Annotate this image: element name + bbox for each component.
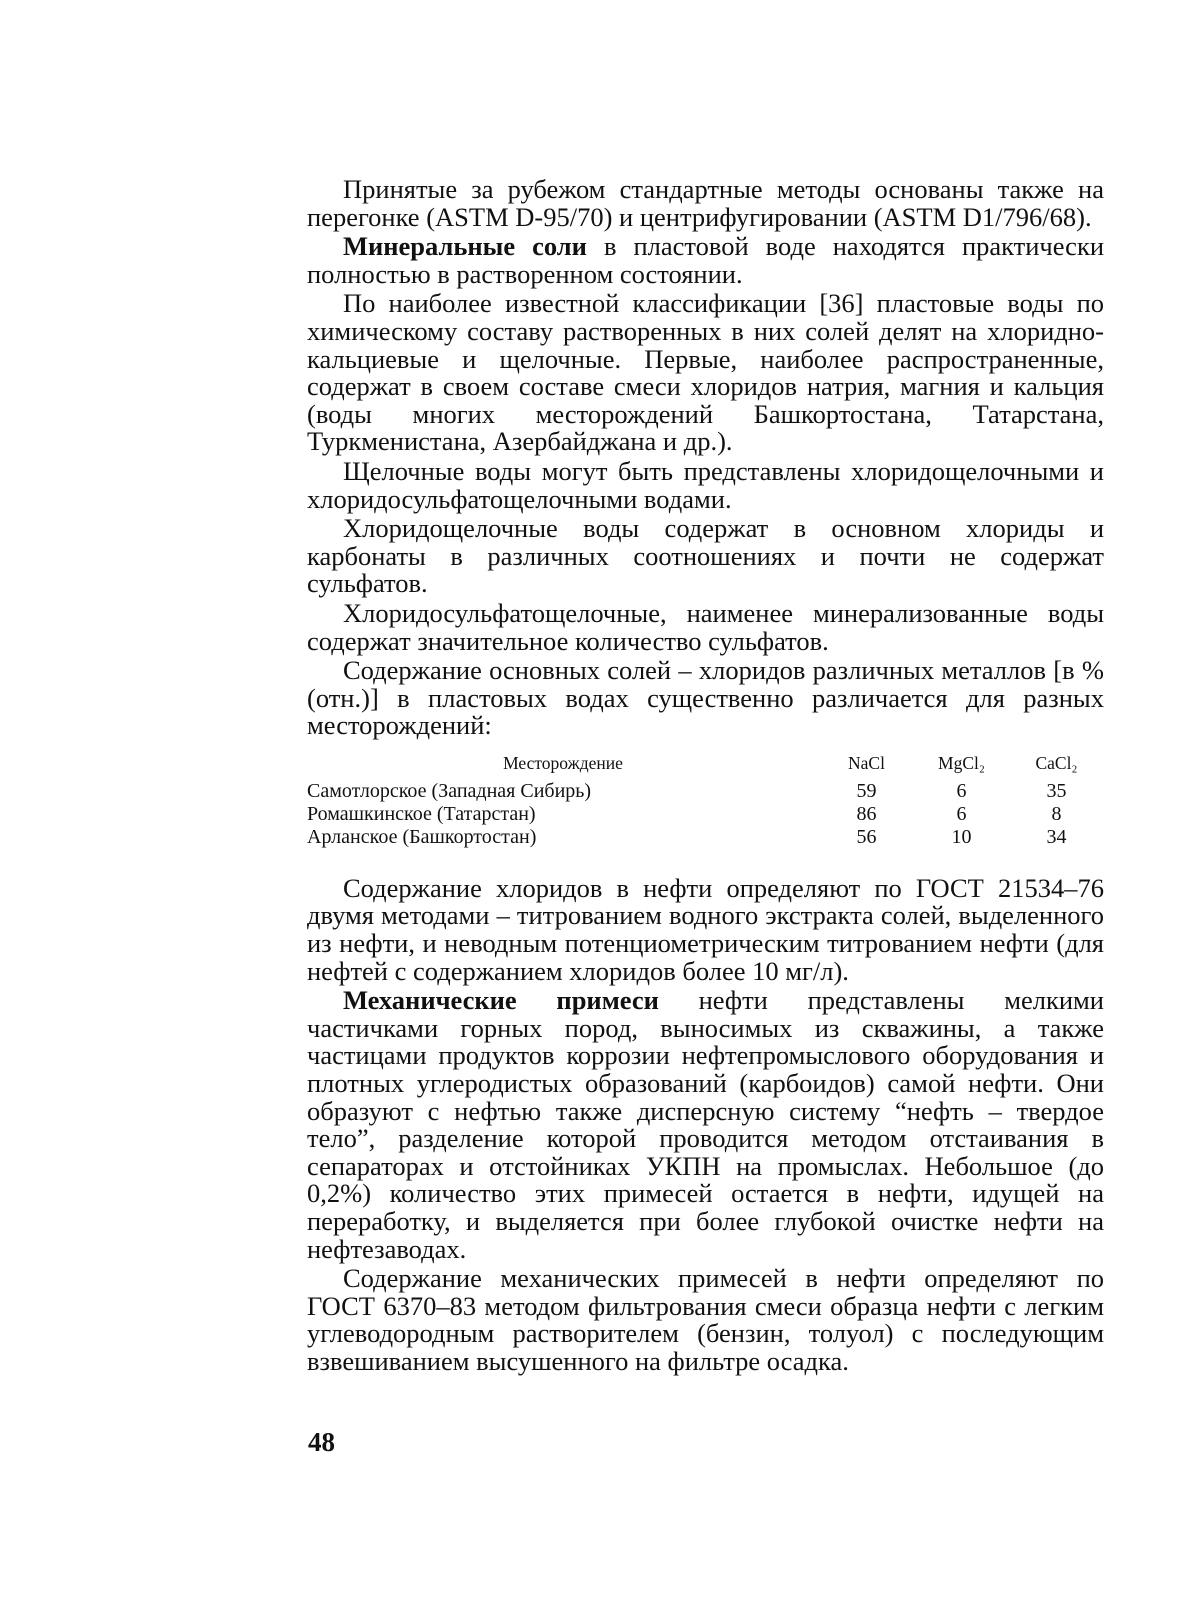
paragraph-astm-methods: Принятые за рубежом стандартные методы основаны также на перегонке (ASTM D-95/70) и центрифугировании (ASTM D1/796/68).	[307, 174, 1104, 232]
header-nacl: NaCl	[848, 752, 885, 773]
table-header-row	[307, 752, 1104, 780]
cell-cacl2: 34	[1046, 825, 1067, 848]
cell-nacl: 59	[856, 779, 877, 802]
cell-nacl: 56	[856, 825, 877, 848]
paragraph-alkaline-waters: Щелочные воды могут быть представлены хлоридощелочными и хлоридосульфатощелочными водами.	[307, 455, 1104, 514]
paragraph-chloride-sulfate: Хлоридосульфатощелочные, наименее минерализованные воды содержат значительное количество сульфатов.	[307, 597, 1104, 656]
paragraph-mineral-salts	[307, 233, 1104, 288]
cell-mgcl2: 10	[951, 825, 972, 848]
paragraph-mechanical-impurities-text: нефти представлены мелкими частичками горных пород, выносимых из скважины, а также частицами продуктов коррозии нефтепромыслового оборудования и плотных углеродистых образований (карбоидов) самой нефти. Они образуют с нефтью также дисперсную систему “нефть – твердое тело”, разделение которой проводится методом отстаивания в сепараторах и отстойниках УКПН на промыслах. Небольшое (до 0,2%) количество этих примесей остается в нефти, идущей на переработку, и выделяется при более глубокой очистке нефти на нефтезаводах.	[307, 985, 1104, 1264]
cell-cacl2: 35	[1046, 779, 1067, 802]
page-body	[307, 176, 1104, 1376]
cell-mgcl2: 6	[956, 802, 967, 825]
paragraph-impurities-determination: Содержание механических примесей в нефти определяют по ГОСТ 6370–83 методом фильтрования смеси образца нефти с легким углеводородным растворителем (бензин, толуол) с последующим взвешиванием высушенного на фильтре осадка.	[307, 1263, 1104, 1376]
header-cacl2: CaCl₂	[1035, 752, 1078, 773]
paragraph-salt-content: Содержание основных солей – хлоридов различных металлов [в % (отн.)] в пластовых водах существенно различается для разных месторождений:	[307, 655, 1104, 741]
salt-composition-table	[307, 752, 1104, 849]
paragraph-chloride-alkaline: Хлоридощелочные воды содержат в основном хлориды и карбонаты в различных соотношениях и почти не содержат сульфатов.	[307, 513, 1104, 599]
paragraph-mineral-salts-text: в пластовой воде находятся практически полностью в растворенном состоянии.	[307, 231, 1105, 289]
table-row	[307, 780, 1104, 803]
header-deposit: Месторождение	[503, 752, 623, 773]
salt-composition-table-wrapper	[307, 752, 1104, 849]
header-mgcl2: MgCl₂	[938, 752, 985, 773]
cell-cacl2: 8	[1051, 802, 1062, 825]
page-number: 48	[308, 1427, 335, 1457]
cell-deposit: Ромашкинское (Татарстан)	[307, 802, 536, 825]
term-mechanical-impurities: Механические примеси	[343, 985, 659, 1016]
paragraph-classification: По наиболее известной классификации [36] пластовые воды по химическому составу растворенных в них солей делят на хлоридно-кальциевые и щелочные. Первые, наиболее распространенные, содержат в своем составе смеси хлоридов натрия, магния и кальция (воды многих месторождений Башкортостана, Татарстана, Туркменистана, Азербайджана и др.).	[307, 288, 1104, 457]
paragraph-chloride-determination: Содержание хлоридов в нефти определяют по ГОСТ 21534–76 двумя методами – титрованием водного экстракта солей, выделенного из нефти, и неводным потенциометрическим титрованием нефти (для нефтей с содержанием хлоридов более 10 мг/л).	[307, 872, 1104, 986]
term-mineral-salts: Минеральные соли	[343, 231, 587, 262]
table-row	[307, 803, 1104, 826]
paragraph-mechanical-impurities	[307, 987, 1104, 1263]
cell-deposit: Арланское (Башкортостан)	[307, 825, 537, 848]
cell-mgcl2: 6	[956, 779, 967, 802]
table-row	[307, 826, 1104, 849]
cell-deposit: Самотлорское (Западная Сибирь)	[307, 779, 592, 802]
cell-nacl: 86	[856, 802, 877, 825]
